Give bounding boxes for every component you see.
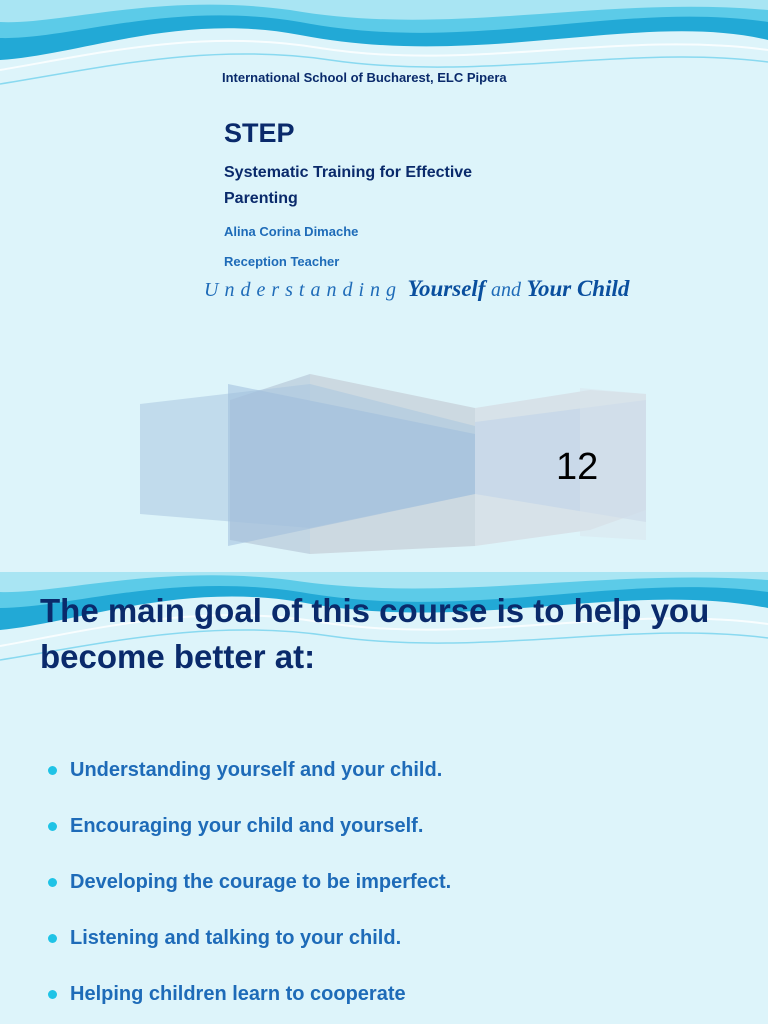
- slide-heading: The main goal of this course is to help you become better at:: [40, 592, 710, 675]
- list-item: Understanding yourself and your child.: [46, 754, 451, 810]
- school-name: International School of Bucharest, ELC Pipera: [222, 70, 507, 85]
- wave-header-decoration: [0, 0, 768, 100]
- tagline: [204, 276, 629, 302]
- bullet-icon: [48, 878, 57, 887]
- page-title: STEP: [224, 118, 295, 148]
- list-item: Listening and talking to your child.: [46, 922, 451, 978]
- tagline-and: and: [490, 279, 521, 301]
- bullet-icon: [48, 766, 57, 775]
- tagline-your-child: Your Child: [526, 276, 630, 301]
- bullet-icon: [48, 934, 57, 943]
- tagline-yourself: Yourself: [407, 276, 486, 301]
- tagline-understanding: Understanding: [204, 279, 402, 301]
- subtitle: Systematic Training for Effective Parenting: [224, 164, 473, 207]
- bullet-icon: [48, 822, 57, 831]
- list-item: Encouraging your child and yourself.: [46, 810, 451, 866]
- bullet-list: [46, 754, 451, 1024]
- author-name: Alina Corina Dimache: [224, 224, 359, 239]
- list-item: Helping children learn to cooperate: [46, 978, 451, 1024]
- bullet-icon: [48, 990, 57, 999]
- page-number: 12: [556, 446, 599, 488]
- list-item: Developing the courage to be imperfect.: [46, 866, 451, 922]
- content-slide: [0, 572, 768, 1024]
- author-role: Reception Teacher: [224, 254, 340, 269]
